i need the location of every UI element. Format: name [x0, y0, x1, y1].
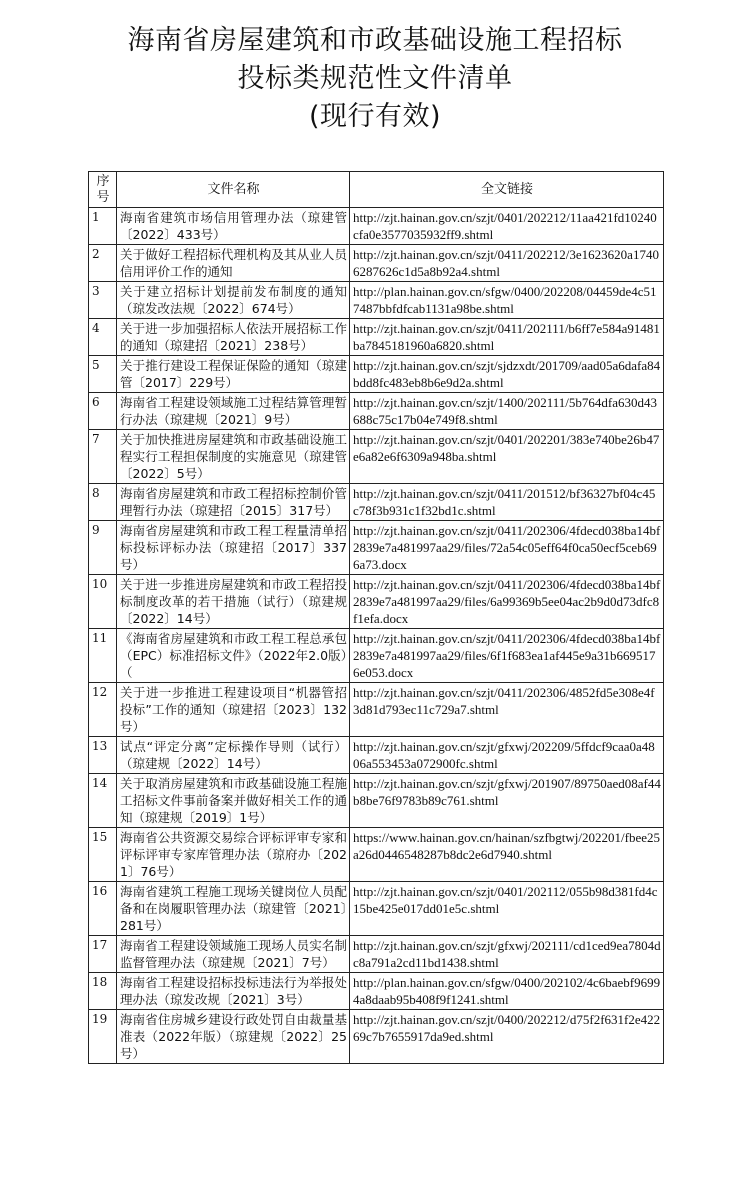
- row-seq: 15: [89, 828, 117, 882]
- row-file-name: 海南省公共资源交易综合评标评审专家和评标评审专家库管理办法（琼府办〔2021〕76号）: [117, 828, 350, 882]
- row-seq: 3: [89, 282, 117, 319]
- row-file-name: 关于做好工程招标代理机构及其从业人员信用评价工作的通知: [117, 245, 350, 282]
- row-file-name: 关于取消房屋建筑和市政基础设施工程施工招标文件事前备案并做好相关工作的通知（琼建规〔2019〕1号）: [117, 774, 350, 828]
- row-full-text-link[interactable]: http://zjt.hainan.gov.cn/szjt/0411/202306/4fdecd038ba14bf2839e7a481997aa29/files/6f1f683ea1af445e9a31b6695176e053.docx: [350, 629, 664, 683]
- table-row: [89, 882, 664, 936]
- table-row: [89, 973, 664, 1010]
- table-header-row: [89, 172, 664, 208]
- row-file-name: 海南省工程建设领域施工现场人员实名制监督管理办法（琼建规〔2021〕7号）: [117, 936, 350, 973]
- row-file-name: 关于进一步加强招标人依法开展招标工作的通知（琼建招〔2021〕238号）: [117, 319, 350, 356]
- row-full-text-link[interactable]: http://zjt.hainan.gov.cn/szjt/gfxwj/202111/cd1ced9ea7804dc8a791a2cd11bd1438.shtml: [350, 936, 664, 973]
- table-row: [89, 393, 664, 430]
- table-row: [89, 575, 664, 629]
- row-full-text-link[interactable]: http://zjt.hainan.gov.cn/szjt/0411/202212/3e1623620a17406287626c1d5a8b92a4.shtml: [350, 245, 664, 282]
- row-seq: 14: [89, 774, 117, 828]
- table-row: [89, 208, 664, 245]
- row-seq: 6: [89, 393, 117, 430]
- row-file-name: 关于推行建设工程保证保险的通知（琼建管〔2017〕229号）: [117, 356, 350, 393]
- title-line-3: (现行有效): [308, 101, 442, 132]
- row-full-text-link[interactable]: http://zjt.hainan.gov.cn/szjt/0400/202212/d75f2f631f2e42269c7b7655917da9ed.shtml: [350, 1010, 664, 1064]
- row-full-text-link[interactable]: http://zjt.hainan.gov.cn/szjt/0411/202306/4fdecd038ba14bf2839e7a481997aa29/files/6a99369b5ee04ac2b9d0d73dfc8f1efa.docx: [350, 575, 664, 629]
- table-row: [89, 484, 664, 521]
- table-row: [89, 282, 664, 319]
- row-file-name: 关于建立招标计划提前发布制度的通知（琼发改法规〔2022〕674号）: [117, 282, 350, 319]
- row-seq: 9: [89, 521, 117, 575]
- document-list-table: [88, 171, 664, 1064]
- row-seq: 7: [89, 430, 117, 484]
- table-row: [89, 1010, 664, 1064]
- table-row: [89, 737, 664, 774]
- row-full-text-link[interactable]: http://plan.hainan.gov.cn/sfgw/0400/202102/4c6baebf96994a8daab95b408f9f1241.shtml: [350, 973, 664, 1010]
- title-line-2: 投标类规范性文件清单: [237, 63, 513, 94]
- row-full-text-link[interactable]: https://www.hainan.gov.cn/hainan/szfbgtwj/202201/fbee25a26d0446548287b8dc2e6d7940.shtml: [350, 828, 664, 882]
- row-full-text-link[interactable]: http://zjt.hainan.gov.cn/szjt/1400/202111/5b764dfa630d43688c75c17b04e749f8.shtml: [350, 393, 664, 430]
- row-full-text-link[interactable]: http://zjt.hainan.gov.cn/szjt/gfxwj/201907/89750aed08af44b8be76f9783b89c761.shtml: [350, 774, 664, 828]
- table-row: [89, 356, 664, 393]
- row-file-name: 《海南省房屋建筑和市政工程工程总承包（EPC）标准招标文件》（2022年2.0版）（: [117, 629, 350, 683]
- row-full-text-link[interactable]: http://zjt.hainan.gov.cn/szjt/0401/202212/11aa421fd10240cfa0e3577035932ff9.shtml: [350, 208, 664, 245]
- row-seq: 1: [89, 208, 117, 245]
- row-file-name: 海南省建筑市场信用管理办法（琼建管〔2022〕433号）: [117, 208, 350, 245]
- table-row: [89, 430, 664, 484]
- row-full-text-link[interactable]: http://zjt.hainan.gov.cn/szjt/0401/202112/055b98d381fd4c15be425e017dd01e5c.shtml: [350, 882, 664, 936]
- title-line-1: 海南省房屋建筑和市政基础设施工程招标: [127, 25, 623, 56]
- row-seq: 8: [89, 484, 117, 521]
- row-file-name: 试点“评定分离”定标操作导则（试行）（琼建规〔2022〕14号）: [117, 737, 350, 774]
- row-full-text-link[interactable]: http://zjt.hainan.gov.cn/szjt/0401/202201/383e740be26b47e6a82e6f6309a948ba.shtml: [350, 430, 664, 484]
- header-file-name: 文件名称: [117, 172, 350, 208]
- row-file-name: 海南省工程建设招标投标违法行为举报处理办法（琼发改规〔2021〕3号）: [117, 973, 350, 1010]
- row-seq: 10: [89, 575, 117, 629]
- row-full-text-link[interactable]: http://zjt.hainan.gov.cn/szjt/sjdzxdt/201709/aad05a6dafa84bdd8fc483eb8b6e9d2a.shtml: [350, 356, 664, 393]
- table-row: [89, 936, 664, 973]
- row-full-text-link[interactable]: http://zjt.hainan.gov.cn/szjt/0411/202306/4852fd5e308e4f3d81d793ec11c729a7.shtml: [350, 683, 664, 737]
- row-seq: 18: [89, 973, 117, 1010]
- row-file-name: 海南省房屋建筑和市政工程招标控制价管理暂行办法（琼建招〔2015〕317号）: [117, 484, 350, 521]
- row-file-name: 关于进一步推进房屋建筑和市政工程招投标制度改革的若干措施（试行）（琼建规〔2022〕14号）: [117, 575, 350, 629]
- row-file-name: 海南省房屋建筑和市政工程工程量清单招标投标评标办法（琼建招〔2017〕337号）: [117, 521, 350, 575]
- row-seq: 2: [89, 245, 117, 282]
- table-row: [89, 245, 664, 282]
- header-seq: 序号: [89, 172, 117, 208]
- row-file-name: 关于加快推进房屋建筑和市政基础设施工程实行工程担保制度的实施意见（琼建管〔2022〕5号）: [117, 430, 350, 484]
- row-file-name: 海南省住房城乡建设行政处罚自由裁量基准表（2022年版）（琼建规〔2022〕25号）: [117, 1010, 350, 1064]
- row-seq: 12: [89, 683, 117, 737]
- row-seq: 4: [89, 319, 117, 356]
- table-row: [89, 683, 664, 737]
- row-file-name: 关于进一步推进工程建设项目“机器管招投标”工作的通知（琼建招〔2023〕132号）: [117, 683, 350, 737]
- table-row: [89, 319, 664, 356]
- table-row: [89, 828, 664, 882]
- row-full-text-link[interactable]: http://zjt.hainan.gov.cn/szjt/gfxwj/202209/5ffdcf9caa0a4806a553453a072900fc.shtml: [350, 737, 664, 774]
- row-seq: 13: [89, 737, 117, 774]
- table-row: [89, 629, 664, 683]
- row-full-text-link[interactable]: http://zjt.hainan.gov.cn/szjt/0411/202111/b6ff7e584a91481ba7845181960a6820.shtml: [350, 319, 664, 356]
- row-seq: 11: [89, 629, 117, 683]
- row-full-text-link[interactable]: http://zjt.hainan.gov.cn/szjt/0411/202306/4fdecd038ba14bf2839e7a481997aa29/files/72a54c05eff64f0ca50ecf5ceb696a73.docx: [350, 521, 664, 575]
- row-seq: 5: [89, 356, 117, 393]
- table-row: [89, 774, 664, 828]
- row-seq: 16: [89, 882, 117, 936]
- table-row: [89, 521, 664, 575]
- document-title: [0, 22, 750, 136]
- row-file-name: 海南省工程建设领域施工过程结算管理暂行办法（琼建规〔2021〕9号）: [117, 393, 350, 430]
- row-full-text-link[interactable]: http://zjt.hainan.gov.cn/szjt/0411/201512/bf36327bf04c45c78f3b931c1f32bd1c.shtml: [350, 484, 664, 521]
- header-full-text-link: 全文链接: [350, 172, 664, 208]
- row-seq: 17: [89, 936, 117, 973]
- row-full-text-link[interactable]: http://plan.hainan.gov.cn/sfgw/0400/202208/04459de4c517487bbfdfcab1131a98be.shtml: [350, 282, 664, 319]
- row-file-name: 海南省建筑工程施工现场关键岗位人员配备和在岗履职管理办法（琼建管〔2021〕281号）: [117, 882, 350, 936]
- row-seq: 19: [89, 1010, 117, 1064]
